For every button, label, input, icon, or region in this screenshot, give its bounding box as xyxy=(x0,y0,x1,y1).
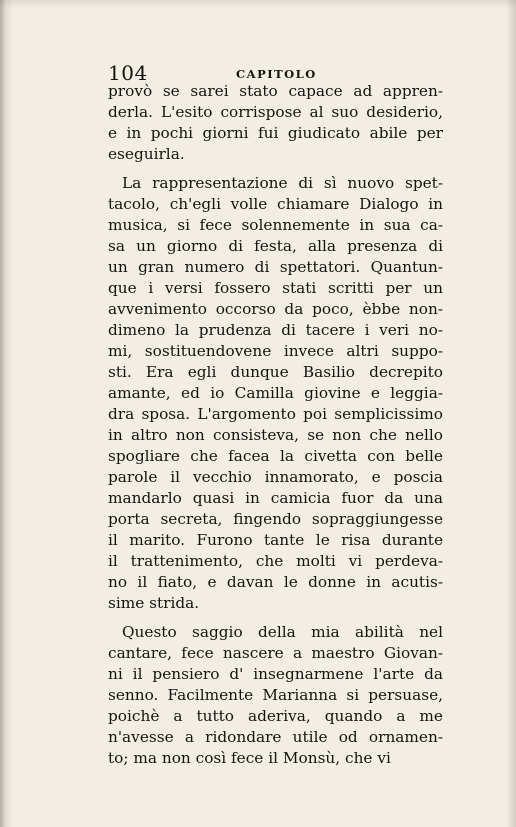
text-line: porta secreta, fingendo sopraggiungesse xyxy=(108,510,443,528)
paragraph xyxy=(108,81,443,165)
running-head: CAPITOLO xyxy=(236,67,317,81)
text-line: provò se sarei stato capace ad appren- xyxy=(108,82,443,100)
body-text xyxy=(108,81,443,769)
text-line: eseguirla. xyxy=(108,145,185,163)
text-line: derla. L'esito corrispose al suo desiderio, xyxy=(108,103,443,121)
text-line: amante, ed io Camilla giovine e leggia- xyxy=(108,384,443,402)
text-line: avvenimento occorso da poco, èbbe non- xyxy=(108,300,443,318)
paragraph xyxy=(108,173,443,614)
text-line: in altro non consisteva, se non che nello xyxy=(108,426,443,444)
text-line: sa un giorno di festa, alla presenza di xyxy=(108,237,443,255)
text-line: un gran numero di spettatori. Quantun- xyxy=(108,258,443,276)
text-line: Questo saggio della mia abilità nel xyxy=(122,623,443,641)
text-line: La rappresentazione di sì nuovo spet- xyxy=(122,174,443,192)
text-line: no il fiato, e davan le donne in acutis- xyxy=(108,573,443,591)
text-line: to; ma non così fece il Monsù, che vi xyxy=(108,749,391,767)
text-line: mi, sostituendovene invece altri suppo- xyxy=(108,342,443,360)
text-line: dra sposa. L'argomento poi semplicissimo xyxy=(108,405,443,423)
text-line: e in pochi giorni fui giudicato abile per xyxy=(108,124,443,142)
text-line: il marito. Furono tante le risa durante xyxy=(108,531,443,549)
text-line: cantare, fece nascere a maestro Giovan- xyxy=(108,644,443,662)
text-line: que i versi fossero stati scritti per un xyxy=(108,279,443,297)
paragraph-gap xyxy=(108,165,443,173)
text-line: ni il pensiero d' insegnarmene l'arte da xyxy=(108,665,443,683)
text-line: spogliare che facea la civetta con belle xyxy=(108,447,443,465)
paragraph-gap xyxy=(108,614,443,622)
text-line: senno. Facilmente Marianna si persuase, xyxy=(108,686,443,704)
text-line: poichè a tutto aderiva, quando a me xyxy=(108,707,443,725)
text-line: sti. Era egli dunque Basilio decrepito xyxy=(108,363,443,381)
text-line: mandarlo quasi in camicia fuor da una xyxy=(108,489,443,507)
text-line: tacolo, ch'egli volle chiamare Dialogo in xyxy=(108,195,443,213)
text-line: sime strida. xyxy=(108,594,200,612)
text-line: il trattenimento, che molti vi perdeva- xyxy=(108,552,443,570)
text-line: n'avesse a ridondare utile od ornamen- xyxy=(108,728,443,746)
page-number: 104 xyxy=(108,61,148,85)
text-line: musica, si fece solennemente in sua ca- xyxy=(108,216,443,234)
paragraph xyxy=(108,622,443,769)
text-line: parole il vecchio innamorato, e poscia xyxy=(108,468,443,486)
text-line: dimeno la prudenza di tacere i veri no- xyxy=(108,321,443,339)
